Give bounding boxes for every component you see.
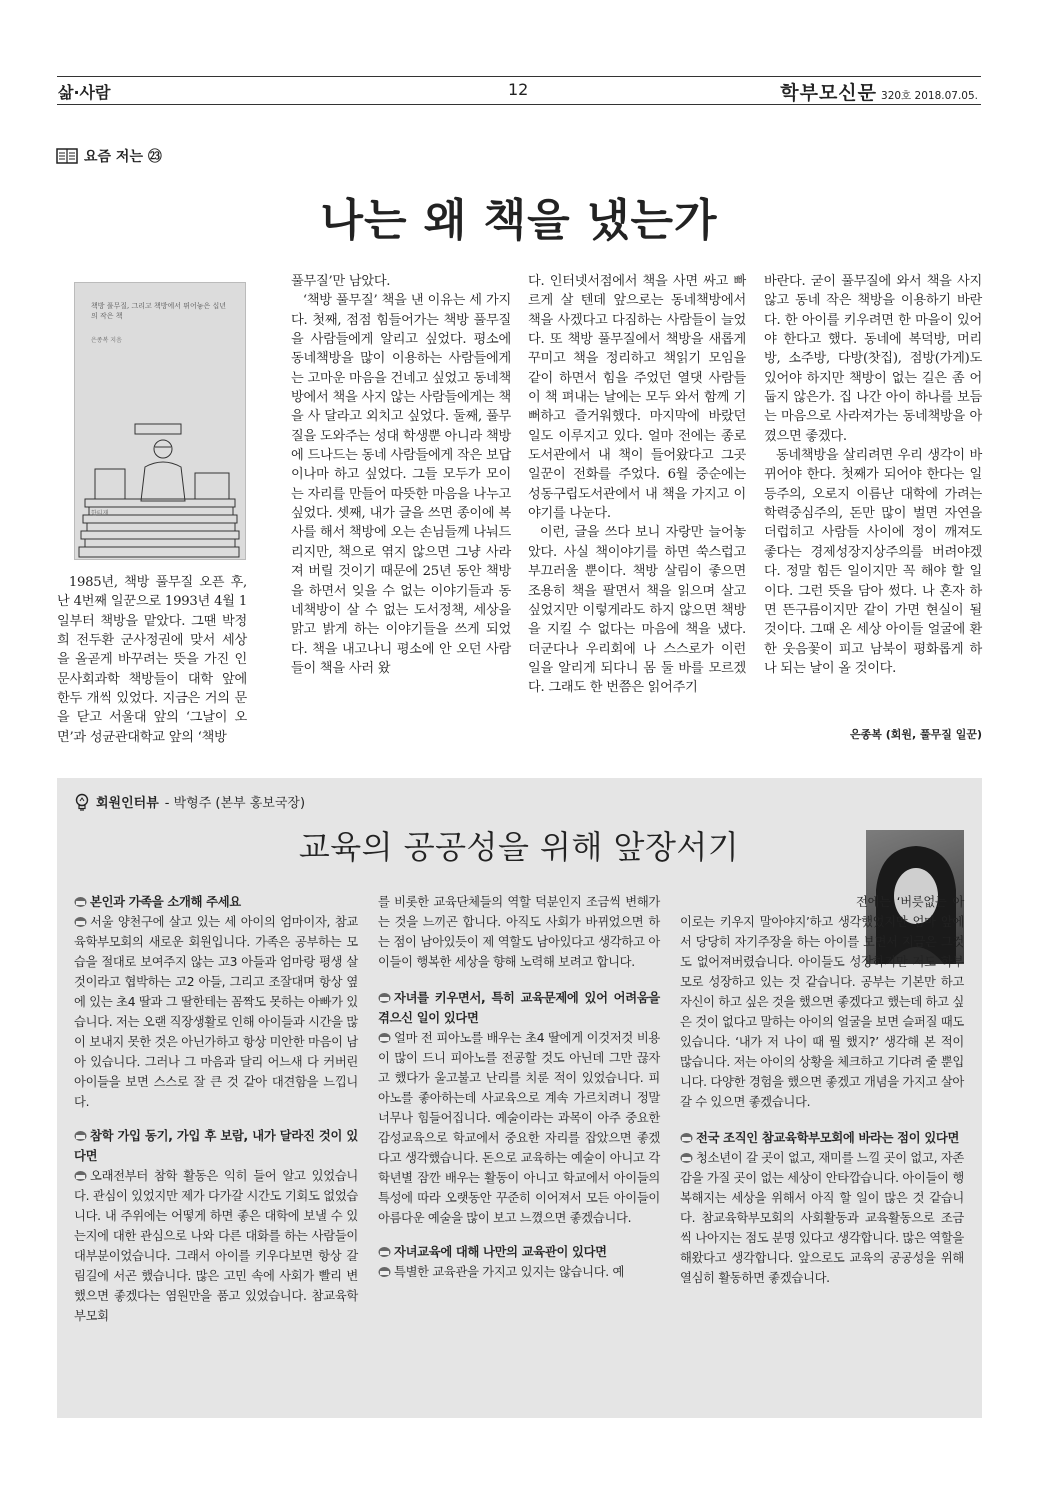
interview-answer: 서울 양천구에 살고 있는 세 아이의 엄마이자, 참교육학부모회의 새로운 회원입니다. 가족은 공부하는 모습을 절대로 보여주지 않는 고3 아들과 엄마랑 평생 살 것이라고 협박하는 고2 아들, 그리고 조잘대며 항상 옆에 있는 초4 딸과 그 딸한테는 꼼짝도 못하는 아빠가 있습니다. 저는 오랜 직장생활로 인해 아이들과 시간을 많이 보내지 못한 것은 아닌가하고 항상 미안한 마음이 남아 있습니다. 그러나 그 마음과 달리 어느새 다 커버린 아이들을 보면 스스로 잘 큰 것 같아 대견함을 느낍니다. [74,915,358,1109]
article-title: 나는 왜 책을 냈는가 [320,195,718,246]
interview-column-2 [378,892,660,1282]
article-column-3 [528,272,746,698]
column-kicker [56,146,162,166]
article-paragraph: 1985년, 책방 풀무질 오픈 후, 난 4번째 일꾼으로 1993년 4월 1일부터 책방을 맡았다. 그땐 박정희 전두환 군사정권에 맞서 세상을 올곧게 바꾸려는 뜻을 가진 인문사회과학 책방들이 대학 앞에 한두 개씩 있었다. 지금은 거의 문을 닫고 서울대 앞의 ‘그날이 오면’과 성균관대학교 앞의 ‘책방 [57,575,247,745]
face-icon [378,1246,391,1257]
book-cover-image [74,282,246,560]
interview-question: 자녀를 키우면서, 특히 교육문제에 있어 어려움을 겪으신 일이 있다면 [378,991,660,1025]
article-column-1 [57,573,247,747]
interview-question: 참학 가입 동기, 가입 후 보람, 내가 달라진 것이 있다면 [74,1129,358,1163]
article-paragraph: 이런, 글을 쓰다 보니 자랑만 늘어놓았다. 사실 책이야기를 하면 쑥스럽고 부끄러울 뿐이다. 책방 살림이 좋으면 조용히 책을 팔면서 책을 읽으며 살고 싶었지만 이렇게라도 하지 않으면 책방을 지킬 수 없다는 마음에 책을 냈다. 더군다나 우리회에 나 스스로가 이런 일을 알리게 되다니 몸 둘 바를 모르겠다. 그래도 한 번쯤은 읽어주기 [528,525,746,696]
section-label: 삶·사람 [58,83,111,102]
article-column-4 [764,272,982,678]
face-icon [74,1170,87,1181]
interview-answer: 를 비롯한 교육단체들의 역할 덕분인지 조금씩 변해가는 것을 느끼곤 합니다. 아직도 사회가 바뀌었으면 하는 점이 남아있듯이 제 역할도 남아있다고 생각하고 아이들이 행복한 세상을 향해 노력해 보려고 합니다. [378,895,660,969]
book-cover-publisher: 한티재 [91,510,109,517]
header-bottom-rule [57,104,981,105]
face-icon [74,916,87,927]
article-column-2 [291,272,511,678]
article-paragraph: 동네책방을 살리려면 우리 생각이 바뀌어야 한다. 첫째가 되어야 한다는 일등주의, 오로지 이름난 대학에 가려는 학력중심주의, 돈만 많이 벌면 자연을 더럽히고 사람들 사이에 정이 깨져도 좋다는 경제성장지상주의를 버려야겠다. 정말 힘든 일이지만 꼭 해야 할 일이다. 그런 뜻을 담아 썼다. 나 혼자 하면 뜬구름이지만 같이 가면 현실이 될 것이다. 그때 온 세상 아이들 얼굴에 환한 웃음꽃이 피고 남북이 평화롭게 하나 되는 날이 올 것이다. [764,448,982,676]
book-cover-title: 책방 풀무질, 그리고 책방에서 뛰어놓은 십년의 작은 책 [91,302,227,320]
interview-question: 본인과 가족을 소개해 주세요 [74,892,358,912]
interview-answer: 오래전부터 참학 활동은 익히 들어 알고 있었습니다. 관심이 있었지만 제가 다가갈 시간도 기회도 없었습니다. 내 주위에는 어떻게 하면 좋은 대학에 보낼 수 있는지에 대한 관심으로 나와 다른 대화를 하는 사람들이 대부분이었습니다. 그래서 아이를 키우다보면 항상 갈림길에 서곤 했습니다. 많은 고민 속에 사회가 빨리 변했으면 좋겠다는 염원만을 품고 있었습니다. 참교육학부모회 [74,1169,358,1323]
kicker-text: 요즘 저는 ㉓ [84,149,162,165]
lightbulb-icon [74,793,90,811]
interview-question: 자녀교육에 대해 나만의 교육관이 있다면 [378,1242,660,1262]
article-paragraph: ‘책방 풀무질’ 책을 낸 이유는 세 가지다. 첫째, 점점 힘들어가는 책방 풀무질을 사람들에게 알리고 싶었다. 평소에 동네책방을 많이 이용하는 사람들에게는 고마운 마음을 건네고 싶었고 동네책방에서 책을 사지 않는 사람들에게는 책을 사 달라고 외치고 싶었다. 둘째, 풀무질을 도와주는 성대 학생뿐 아니라 책방에 드나드는 동네 사람들에게 작은 보답이나마 하고 싶었다. 그들 모두가 모이는 자리를 만들어 따뜻한 마음을 나누고 싶었다. 셋째, 내가 글을 쓰면 종이에 복사를 해서 책방에 오는 손님들께 나눠드리지만, 책으로 엮지 않으면 그냥 사라져 버릴 것이기 때문에 25년 동안 책방을 하면서 잊을 수 없는 이야기들과 동네책방이 살 수 없는 도서정책, 세상을 맑고 밝게 하는 이야기들을 쓰게 되었다. 책을 내고나니 평소에 안 오던 사람들이 책을 사러 왔 [291,293,511,676]
interview-answer: 청소년이 갈 곳이 없고, 재미를 느낄 곳이 없고, 자존감을 가질 곳이 없는 세상이 안타깝습니다. 아이들이 행복해지는 세상을 위해서 아직 할 일이 많은 것 같습니다. 참교육학부모회의 사회활동과 교육활동으로 조금씩 나아지는 점도 분명 있다고 생각합니다. 많은 역할을 해왔다고 생각합니다. 앞으로도 교육의 공공성을 위해 열심히 활동하면 좋겠습니다. [680,1151,964,1285]
face-icon [680,1152,693,1163]
masthead [780,78,978,105]
article-paragraph: 다. 인터넷서점에서 책을 사면 싸고 빠르게 살 텐데 앞으로는 동네책방에서 책을 사겠다고 다짐하는 사람들이 늘었다. 또 책방 풀무질에서 책방을 새롭게 꾸미고 책을 정리하고 책읽기 모임을 같이 하면서 힘을 주었던 열댓 사람들이 책 펴내는 날에는 모두 와서 함께 기뻐하고 즐거워했다. 마지막에 바랐던 일도 이루지고 있다. 얼마 전에는 종로도서관에서 내 책이 들어왔다고 그곳 일꾼이 전화를 주었다. 6월 중순에는 성동구립도서관에서 내 책을 가지고 이야기를 나눈다. [528,274,746,522]
book-stack-illustration [75,389,245,559]
face-icon [74,896,87,907]
page-number: 12 [508,80,529,99]
interview-answer: 특별한 교육관을 가지고 있지는 않습니다. 예 [378,1262,660,1282]
face-icon [74,1130,87,1141]
interview-column-3 [680,892,964,1288]
book-cover-author: 은종복 지음 [91,337,122,344]
interview-column-1 [74,892,358,1326]
article-byline: 은종복 (회원, 풀무질 일꾼) [850,728,982,741]
interview-answer: 전에는 ‘버릇없는 아이로는 키우지 말아야지’하고 생각했었지만 엄마 앞에서 당당히 자기주장을 하는 아이를 보면서 지금은 그것도 없어져버렸습니다. 아이들도 성장하지만 저도 학부모로 성장하고 있는 것 같습니다. 공부는 기본만 하고 자신이 하고 싶은 것을 했으면 좋겠다고 했는데 하고 싶은 것이 없다고 말하는 아이의 얼굴을 보면 슬퍼질 때도 있습니다. ‘내가 저 나이 때 뭘 했지?’ 생각해 본 적이 많습니다. 저는 아이의 상황을 체크하고 기다려 줄 뿐입니다. 다양한 경험을 했으면 좋겠고 개념을 가지고 살아갈 수 있으면 좋겠습니다. [680,895,964,1109]
face-icon [680,1132,693,1143]
interview-kicker-label: 회원인터뷰 [96,796,159,811]
interview-kicker-subject: - 박형주 (본부 홍보국장) [164,796,306,811]
face-icon [378,1032,391,1043]
masthead-logo: 학부모신문 [780,82,878,104]
interview-question: 전국 조직인 참교육학부모회에 바라는 점이 있다면 [680,1128,964,1148]
face-icon [378,1266,391,1277]
face-icon [378,992,391,1003]
issue-info: 320호 2018.07.05. [881,90,978,102]
header-top-rule [57,76,981,77]
interview-kicker [74,792,305,811]
interview-title: 교육의 공공성을 위해 앞장서기 [298,828,740,866]
article-paragraph: 바란다. 굳이 풀무질에 와서 책을 사지 않고 동네 작은 책방을 이용하기 바란다. 한 아이를 키우려면 한 마을이 있어야 한다고 했다. 동네에 복덕방, 머리방, 소주방, 다방(찻집), 점방(가게)도 있어야 하지만 책방이 없는 길은 좀 어둡지 않은가. 집 나간 아이 하나를 보듬는 마음으로 사라져가는 동네책방을 아꼈으면 좋겠다. [764,274,982,444]
article-paragraph: 풀무질’만 남았다. [291,274,391,289]
interview-answer: 얼마 전 피아노를 배우는 초4 딸에게 이것저것 비용이 많이 드니 피아노를 전공할 것도 아닌데 그만 끊자고 했다가 울고불고 난리를 치룬 적이 있었습니다. 피아노를 좋아하는데 사교육으로 계속 가르치려니 정말 너무나 힘들어집니다. 예술이라는 과목이 아주 중요한 감성교육으로 학교에서 중요한 자리를 잡았으면 좋겠다고 생각했습니다. 돈으로 교육하는 예술이 아니고 각 학년별 잠깐 배우는 활동이 아니고 학교에서 아이들의 특성에 따라 오랫동안 꾸준히 이어져서 모든 아이들이 아름다운 예술을 많이 보고 느꼈으면 좋겠습니다. [378,1031,660,1225]
notebook-icon [56,148,78,164]
